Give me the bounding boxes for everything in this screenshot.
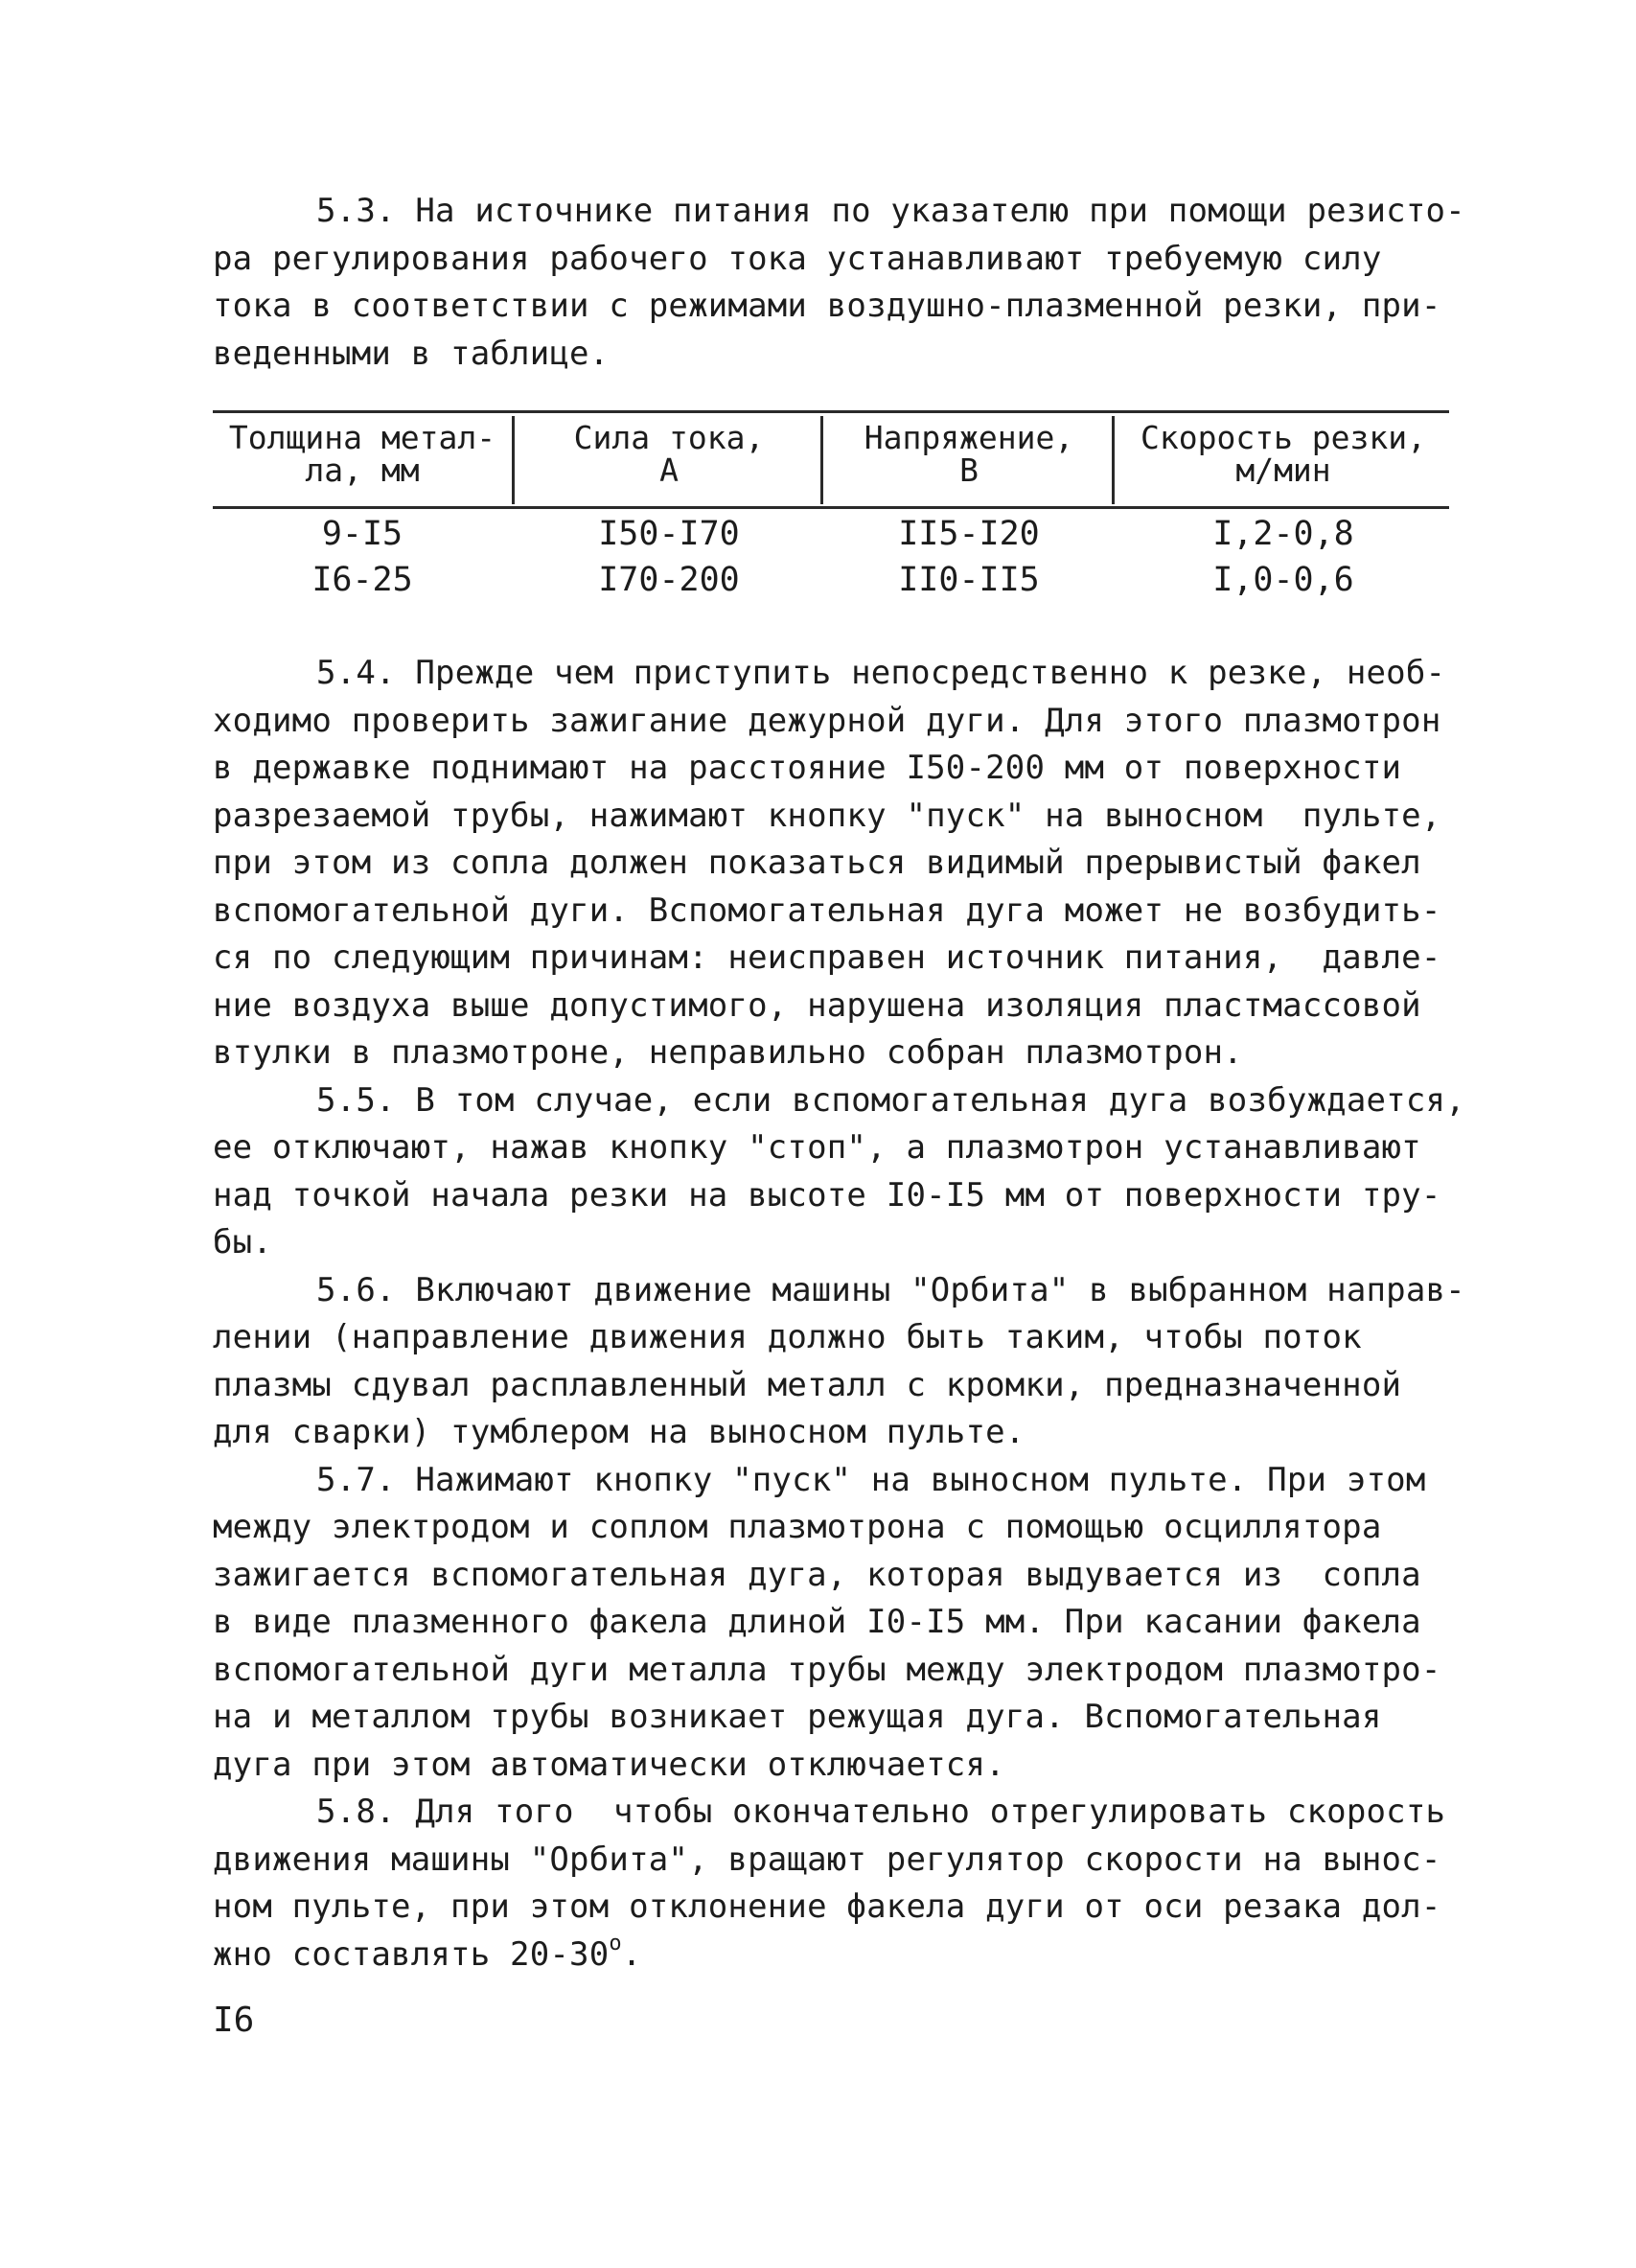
text-line: разрезаемой трубы, нажимают кнопку "пуск" на выносном пульте, <box>213 796 1441 835</box>
text-line: движения машины "Орбита", вращают регулятор скорости на вынос- <box>213 1840 1441 1879</box>
text-line: между электродом и соплом плазмотрона с помощью осциллятора <box>213 1508 1382 1546</box>
table-cell: 9-I5 <box>321 515 403 553</box>
text-line: ном пульте, при этом отклонение факела дуги от оси резака дол- <box>213 1887 1441 1926</box>
table-column-divider <box>820 416 823 504</box>
text-line: на и металлом трубы возникает режущая дуга. Вспомогательная <box>213 1698 1382 1736</box>
text-line: лении (направление движения должно быть таким, чтобы поток <box>213 1318 1362 1356</box>
text-line: ние воздуха выше допустимого, нарушена изоляция пластмассовой <box>213 985 1421 1025</box>
table-cell: I50-I70 <box>598 515 740 553</box>
text-line: плазмы сдувал расплавленный металл с кромки, предназначенной <box>213 1365 1402 1404</box>
table-cell: II5-I20 <box>898 515 1040 553</box>
text-line: бы. <box>213 1223 273 1261</box>
text-line: ее отключают, нажав кнопку "стоп", а плазмотрон устанавливают <box>213 1128 1421 1167</box>
text-line: 5.4. Прежде чем приступить непосредственно к резке, необ- <box>316 654 1446 692</box>
table-cell: I6-25 <box>311 561 413 599</box>
table-cell: II0-II5 <box>898 561 1040 599</box>
text-line: для сварки) тумблером на выносном пульте. <box>213 1413 1025 1451</box>
table-header-speed: Скорость резки, м/мин <box>1140 419 1426 489</box>
text-line: ра регулирования рабочего тока устанавливают требуемую силу <box>213 239 1382 278</box>
table-header-rule <box>213 506 1449 509</box>
table-header-current: Сила тока, А <box>573 419 765 489</box>
table-column-divider <box>1112 416 1115 504</box>
text-line: втулки в плазмотроне, неправильно собран плазмотрон. <box>213 1033 1243 1072</box>
text-line: веденными в таблице. <box>213 334 610 373</box>
table-header-thickness: Толщина метал- ла, мм <box>228 419 496 489</box>
text-line: дуга при этом автоматически отключается. <box>213 1745 1005 1784</box>
table-cell: I70-200 <box>598 561 740 599</box>
text-line: жно составлять 20-30$^o$. <box>213 1931 642 1974</box>
text-line: при этом из сопла должен показаться видимый прерывистый факел <box>213 844 1421 882</box>
text-line: в виде плазменного факела длиной I0-I5 мм. При касании факела <box>213 1603 1421 1641</box>
text-line: 5.6. Включают движение машины "Орбита" в выбранном направ- <box>316 1270 1465 1309</box>
text-line: 5.5. В том случае, если вспомогательная дуга возбуждается, <box>316 1080 1465 1120</box>
text-line: зажигается вспомогательная дуга, которая выдувается из сопла <box>213 1555 1421 1594</box>
table-header-voltage: Напряжение, В <box>864 419 1074 489</box>
table-cell: I,2-0,8 <box>1212 515 1354 553</box>
text-line: 5.8. Для того чтобы окончательно отрегулировать скорость <box>316 1793 1446 1831</box>
paragraph-5-3 <box>213 188 1465 378</box>
text-line: над точкой начала резки на высоте I0-I5 мм от поверхности тру- <box>213 1175 1441 1215</box>
page-number: I6 <box>213 2001 255 2040</box>
table-top-rule <box>213 410 1449 413</box>
text-line: вспомогательной дуги. Вспомогательная дуга может не возбудить- <box>213 891 1441 930</box>
body-paragraphs <box>213 650 1465 1979</box>
table-cell: I,0-0,6 <box>1212 561 1354 599</box>
table-column-divider <box>512 416 515 504</box>
text-line: ходимо проверить зажигание дежурной дуги. Для этого плазмотрон <box>213 701 1441 740</box>
text-line: 5.7. Нажимают кнопку "пуск" на выносном пульте. При этом <box>316 1460 1426 1499</box>
text-line: тока в соответствии с режимами воздушно-плазменной резки, при- <box>213 287 1441 325</box>
text-line: вспомогательной дуги металла трубы между электродом плазмотро- <box>213 1650 1441 1689</box>
text-line: ся по следующим причинам: неисправен источник питания, давле- <box>213 938 1441 977</box>
text-line: 5.3. На источнике питания по указателю при помощи резисто- <box>316 192 1465 230</box>
text-line: в державке поднимают на расстояние I50-200 мм от поверхности <box>213 749 1402 787</box>
